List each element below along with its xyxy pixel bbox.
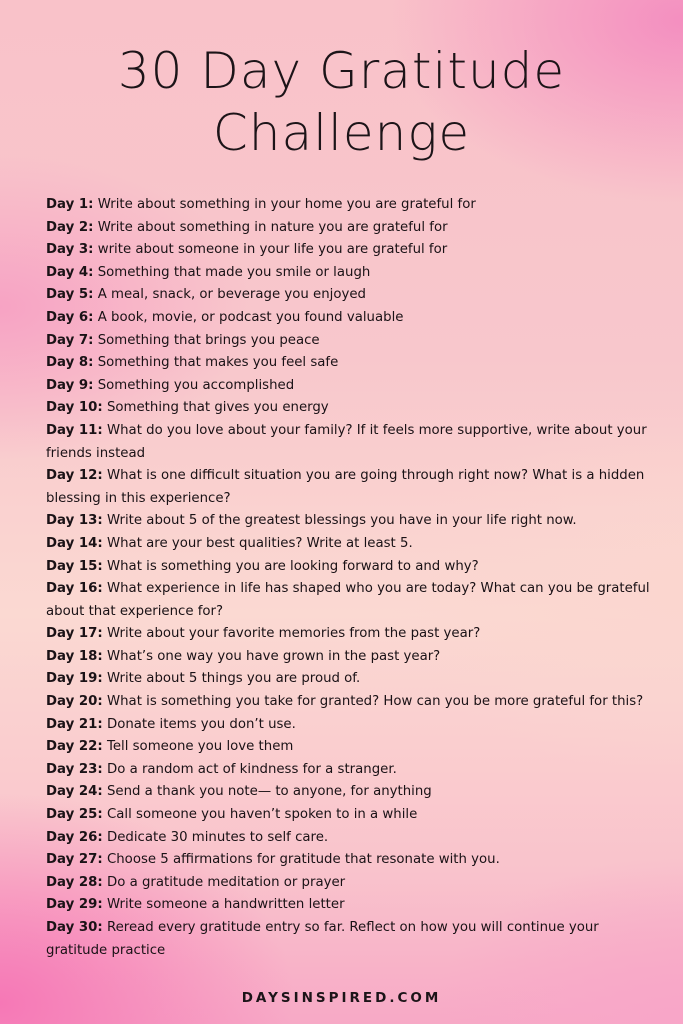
day-label: Day 22: [46,739,103,755]
day-label: Day 18: [46,648,103,664]
challenge-day-item [46,894,656,917]
challenge-day-item [46,194,656,217]
challenge-day-item [46,781,656,804]
day-label: Day 23: [46,761,103,777]
day-label: Day 9: [46,377,94,393]
challenge-day-item [46,510,656,533]
challenge-day-item [46,714,656,737]
challenge-day-item [46,917,656,962]
day-text: Write about 5 things you are proud of. [106,671,361,687]
day-label: Day 11: [46,422,103,438]
day-text: Send a thank you note— to anyone, for anything [106,784,432,800]
challenge-day-item [46,556,656,579]
day-label: Day 15: [46,558,103,574]
day-label: Day 28: [46,874,103,890]
site-url: DAYSINSPIRED.COM [241,990,442,1006]
day-text: What experience in life has shaped who you are today? What can you be grateful about that experience for? [46,581,650,619]
day-text: What is one difficult situation you are going through right now? What is a hidden blessing in this experience? [46,468,645,506]
challenge-day-item [46,578,656,623]
day-text: Something that gives you energy [106,400,329,416]
day-label: Day 13: [46,513,103,529]
day-text: What do you love about your family? If it feels more supportive, write about your friends instead [46,422,647,461]
day-label: Day 10: [46,400,103,416]
challenge-day-item [46,352,656,375]
day-text: Write someone a handwritten letter [106,897,345,913]
day-label: Day 2: [46,219,94,235]
day-label: Day 20: [46,694,103,710]
day-label: Day 8: [46,355,94,371]
challenge-day-item [46,420,656,465]
day-text: What is something you are looking forward to and why? [106,558,479,574]
day-label: Day 25: [46,807,103,823]
challenge-day-item [46,804,656,827]
day-label: Day 14: [46,535,103,551]
day-text: Reread every gratitude entry so far. Reflect on how you will continue your gratitude practice [46,920,599,958]
day-text: Something that brings you peace [97,332,320,348]
day-text: Choose 5 affirmations for gratitude that resonate with you. [106,852,500,868]
title-line-2: Challenge [212,104,471,162]
day-label: Day 12: [46,468,103,484]
challenge-day-item [46,307,656,330]
day-text: A book, movie, or podcast you found valuable [97,309,404,325]
challenge-day-item [46,849,656,872]
day-label: Day 29: [46,897,103,913]
day-label: Day 21: [46,716,103,732]
challenge-day-item [46,262,656,285]
challenge-day-item [46,217,656,240]
day-text: Donate items you don’t use. [106,716,296,732]
challenge-day-item [46,736,656,759]
day-text: Tell someone you love them [106,739,294,755]
day-text: A meal, snack, or beverage you enjoyed [97,287,366,303]
day-label: Day 3: [46,242,94,258]
challenge-day-item [46,375,656,398]
day-text: Something that made you smile or laugh [97,264,371,280]
day-label: Day 17: [46,626,103,642]
day-text: Write about your favorite memories from the past year? [106,626,481,642]
day-text: Do a gratitude meditation or prayer [106,874,346,890]
challenge-day-item [46,465,656,510]
challenge-day-item [46,827,656,850]
challenge-list [46,194,656,962]
day-text: Something you accomplished [97,377,295,393]
day-text: Something that makes you feel safe [97,355,339,371]
day-label: Day 6: [46,309,94,325]
challenge-day-item [46,646,656,669]
day-text: Do a random act of kindness for a stranger. [106,761,397,777]
day-label: Day 24: [46,784,103,800]
day-text: Write about something in nature you are grateful for [97,219,448,235]
challenge-day-item [46,239,656,262]
day-label: Day 7: [46,332,94,348]
challenge-day-item [46,872,656,895]
challenge-day-item [46,397,656,420]
day-label: Day 27: [46,852,103,868]
challenge-day-item [46,691,656,714]
day-label: Day 5: [46,287,94,303]
day-label: Day 16: [46,581,103,597]
day-text: Write about something in your home you are grateful for [97,197,476,212]
day-text: write about someone in your life you are grateful for [97,242,448,258]
day-label: Day 26: [46,829,103,845]
page-title [0,40,683,164]
day-label: Day 30: [46,920,103,935]
challenge-day-item [46,284,656,307]
day-label: Day 19: [46,671,103,687]
challenge-day-item [46,668,656,691]
day-label: Day 4: [46,264,94,280]
challenge-day-item [46,759,656,782]
day-text: What are your best qualities? Write at least 5. [106,535,413,551]
day-label: Day 1: [46,197,94,212]
day-text: What is something you take for granted? How can you be more grateful for this? [106,694,644,710]
challenge-day-item [46,533,656,556]
day-text: Write about 5 of the greatest blessings you have in your life right now. [106,513,577,529]
day-text: Call someone you haven’t spoken to in a while [106,807,418,823]
challenge-day-item [46,623,656,646]
day-text: Dedicate 30 minutes to self care. [106,829,329,845]
challenge-day-item [46,330,656,353]
day-text: What’s one way you have grown in the past year? [106,648,441,664]
title-line-1: 30 Day Gratitude [117,42,566,100]
